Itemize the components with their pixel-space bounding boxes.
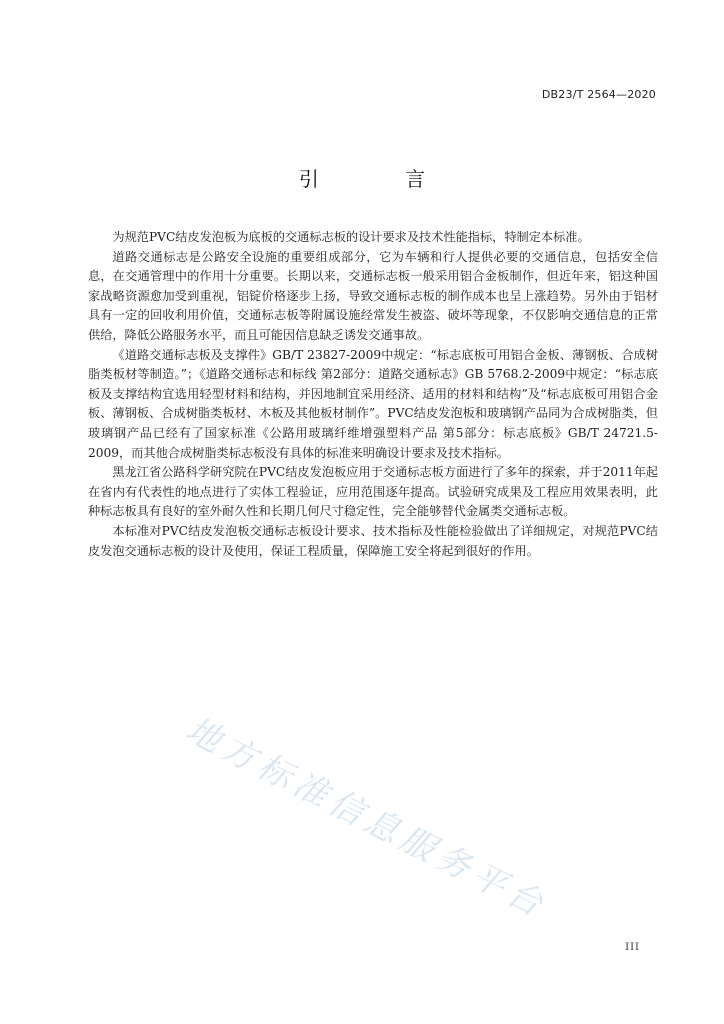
introduction-body xyxy=(88,228,658,561)
paragraph-conclusion: 本标准对PVC结皮发泡板交通标志板设计要求、技术指标及性能检验做出了详细规定，对规范PVC结皮发泡交通标志板的设计及使用，保证工程质量，保障施工安全将起到很好的作用。 xyxy=(88,523,658,558)
paragraph-standards-reference: 《道路交通标志板及支撑件》GB/T 23827-2009中规定：“标志底板可用铝合金板、薄钢板、合成树脂类板材等制造。”；《道路交通标志和标线 第2部分：道路交通标志》GB 5768.2-2009中规定：“标志底板及支撑结构宜选用轻型材料和结构，并因地制宜采用经济、适用的材料和结构”及“标志底板可用铝合金板、薄钢板、合成树脂类板材、木板及其他板材制作”。PVC结皮发泡板和玻璃钢产品同为合成树脂类，但玻璃钢产品已经有了国家标准《公路用玻璃纤维增强塑料产品 第5部分：标志底板》GB/T 24721.5-2009，而其他合成树脂类标志板没有具体的标准来明确设计要求及技术指标。 xyxy=(88,347,658,460)
page-number: III xyxy=(625,942,640,953)
paragraph-background: 道路交通标志是公路安全设施的重要组成部分，它为车辆和行人提供必要的交通信息，包括安全信息，在交通管理中的作用十分重要。长期以来，交通标志板一般采用铝合金板制作，但近年来，铝这种国家战略资源愈加受到重视，铝锭价格逐步上扬，导致交通标志板的制作成本也呈上涨趋势。另外由于铝材具有一定的回收利用价值，交通标志板等附属设施经常发生被盗、破坏等现象，不仅影响交通信息的正常供给，降低公路服务水平，而且可能因信息缺乏诱发交通事故。 xyxy=(88,249,658,342)
paragraph-purpose: 为规范PVC结皮发泡板为底板的交通标志板的设计要求及技术性能指标，特制定本标准。 xyxy=(112,230,590,244)
paragraph-research: 黑龙江省公路科学研究院在PVC结皮发泡板应用于交通标志板方面进行了多年的探索，并于2011年起在省内有代表性的地点进行了实体工程验证，应用范围逐年提高。试验研究成果及工程应用效果表明，此种标志板具有良好的室外耐久性和长期几何尺寸稳定性，完全能够替代金属类交通标志板。 xyxy=(88,465,658,519)
watermark-text: 地方标准信息服务平台 xyxy=(179,709,554,928)
page-title: 引 言 xyxy=(298,167,466,191)
standard-code: DB23/T 2564—2020 xyxy=(541,88,656,101)
